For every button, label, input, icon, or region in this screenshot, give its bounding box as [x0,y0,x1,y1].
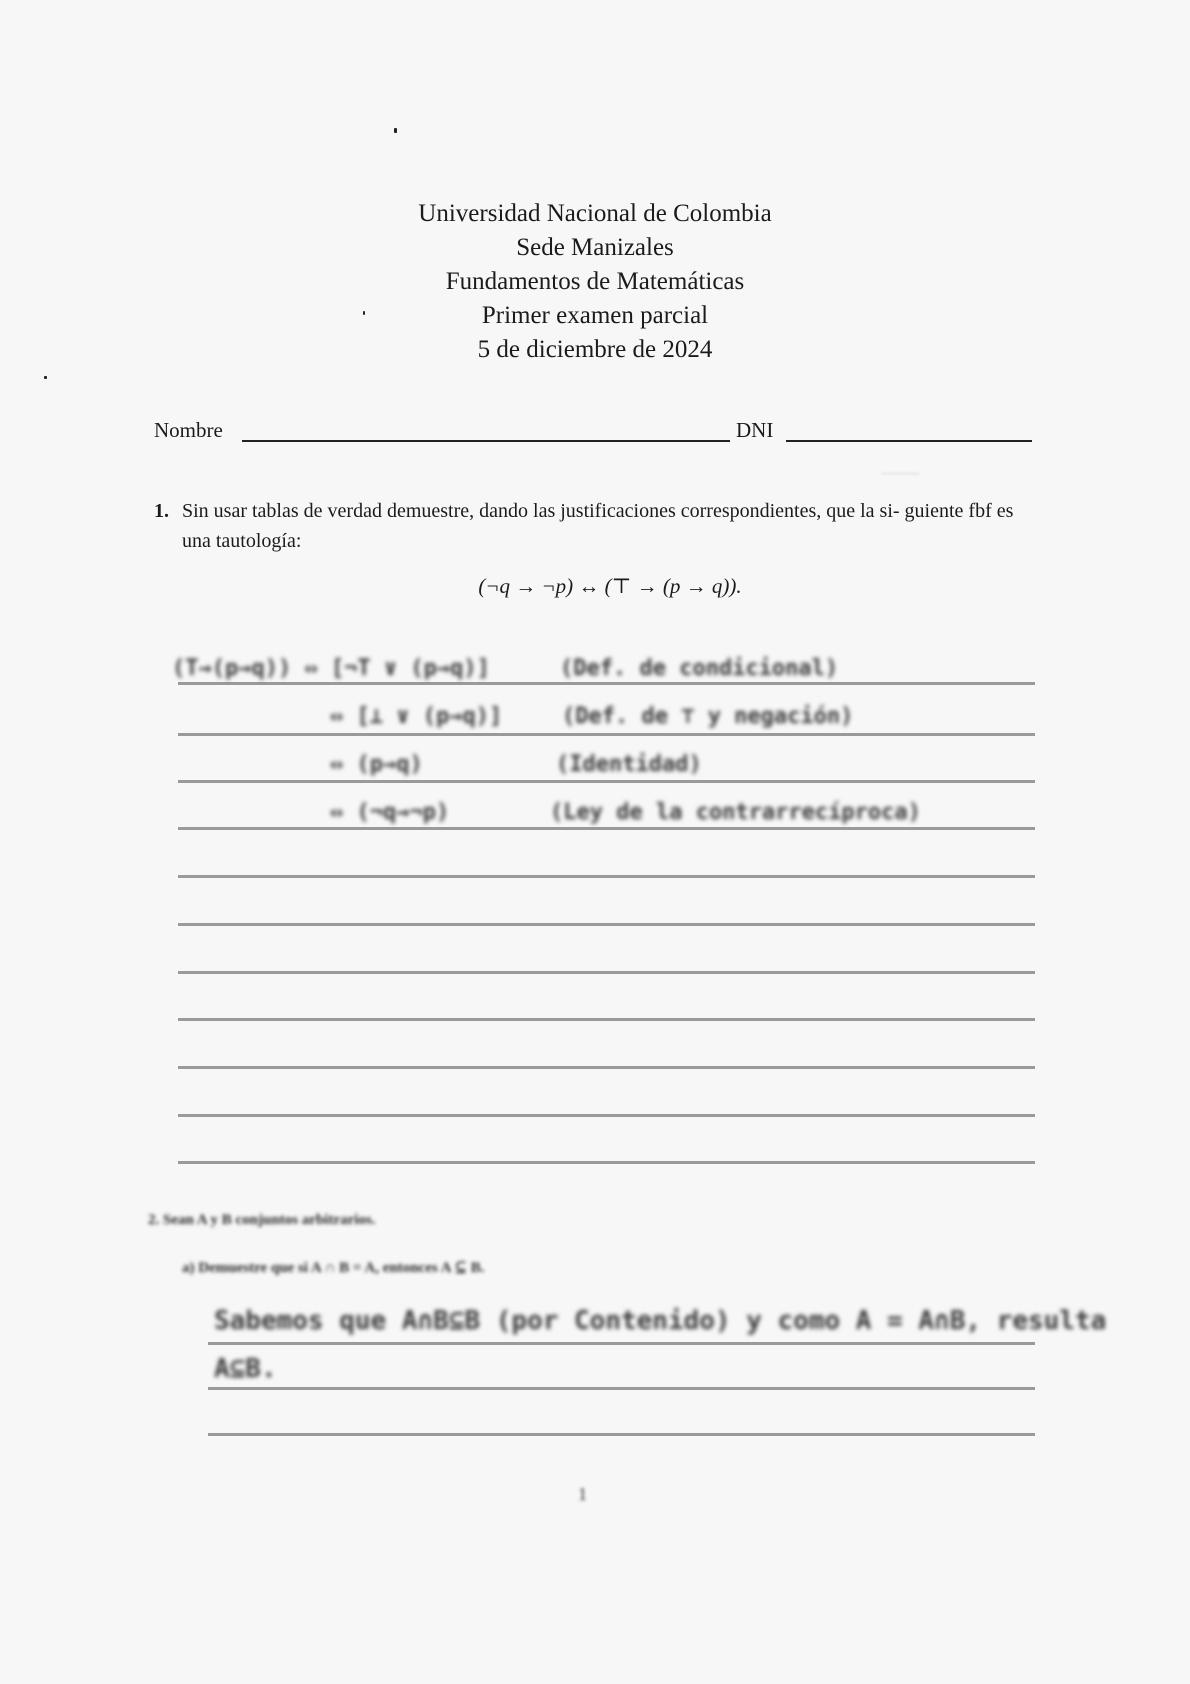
handwritten-justification [550,800,921,825]
exam-header [300,197,890,367]
handwritten-justification-text: (Def. de condicional) [560,656,839,681]
handwritten-answer-line: Sabemos que A∩B⊆B (por Contenido) y como A = A∩B, resulta [214,1306,1107,1336]
handwritten-answer-line: A⊆B. [214,1354,277,1384]
student-id-row [154,418,1034,450]
handwritten-justification-text: (Identidad) [556,752,702,777]
handwritten-expression: (T→(p→q)) ⇔ [¬T ∨ (p→q)] [172,656,490,681]
answer-line [178,875,1035,878]
answer-line [178,780,1035,783]
answer-line [178,971,1035,974]
answer-line [178,1114,1035,1117]
handwritten-step [330,800,449,825]
handwritten-justification [562,704,853,729]
answer-line [178,733,1035,736]
bleed-through: ⸺ [880,458,921,486]
handwritten-justification-text: (Def. de ⊤ y negación) [562,704,854,729]
dni-field[interactable] [786,440,1032,442]
question-2-heading: 2. Sean A y B conjuntos arbitrarios. [148,1212,376,1228]
page-number: 1 [578,1484,587,1504]
university-name: Universidad Nacional de Colombia [418,200,772,227]
answer-line [178,923,1035,926]
ink-speck [394,128,397,133]
handwritten-expression: ⇔ (p→q) [330,752,423,777]
handwritten-expression: ⇔ (¬q→¬p) [330,800,450,825]
answer-line [208,1342,1035,1345]
question-text: Sin usar tablas de verdad demuestre, dando las justificaciones correspondientes, que la si- guiente fbf es una tautología: [182,500,1014,552]
answer-line [178,1161,1035,1164]
exam-title: Primer examen parcial [481,302,709,329]
name-label: Nombre [154,418,223,442]
question-1 [154,496,1034,556]
handwritten-step [330,704,502,729]
answer-line [178,827,1035,830]
campus-name: Sede Manizales [516,234,674,261]
course-name: Fundamentos de Matemáticas [445,268,745,295]
formula: (¬q → ¬p) ↔ (⊤ → (p → q)). [478,574,742,598]
handwritten-step [330,752,423,777]
answer-line [178,1066,1035,1069]
name-field[interactable] [242,440,730,442]
handwritten-justification [556,752,702,777]
answer-line [178,1018,1035,1021]
answer-line [208,1433,1035,1436]
answer-line [208,1387,1035,1390]
question-number: 1. [154,500,169,522]
answer-line [178,682,1035,685]
exam-date: 5 de diciembre de 2024 [477,336,713,363]
dni-label: DNI [736,418,774,442]
ink-speck [44,376,47,379]
handwritten-step [172,656,490,681]
handwritten-justification-text: (Ley de la contrarrecíproca) [550,800,921,825]
question-2-part-a: a) Demuestre que si A ∩ B = A, entonces A ⊆ B. [182,1260,485,1276]
handwritten-expression: ⇔ [⊥ ∨ (p→q)] [330,704,503,729]
handwritten-justification [560,656,838,681]
